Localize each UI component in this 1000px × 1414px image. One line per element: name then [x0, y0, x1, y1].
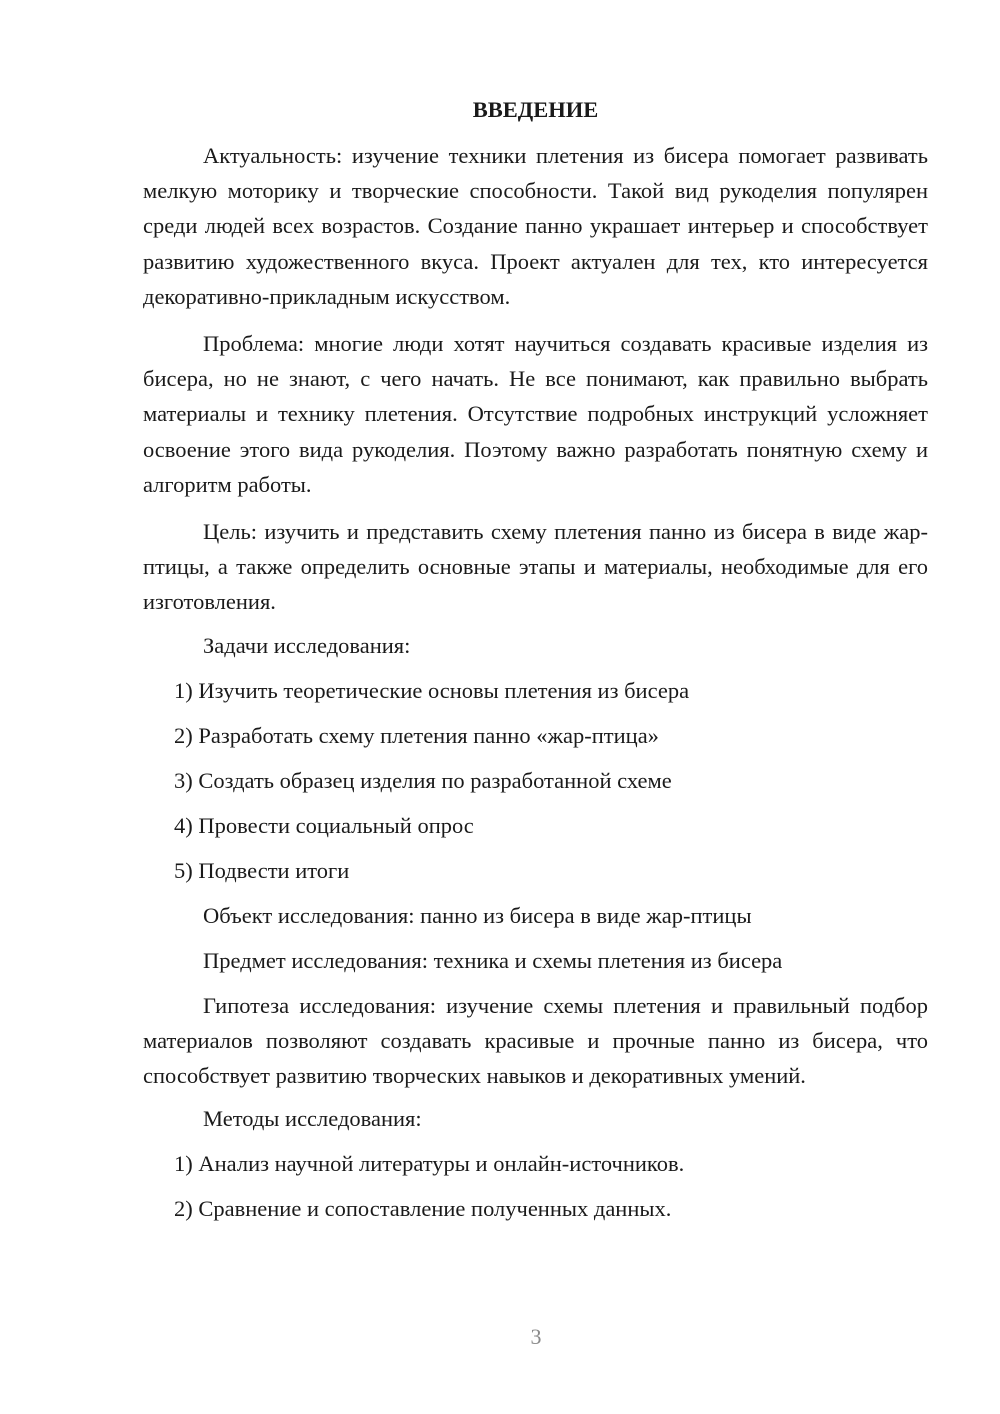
- methods-list: [143, 1141, 928, 1231]
- list-item: 2) Сравнение и сопоставление полученных данных.: [174, 1196, 672, 1222]
- document-page: [143, 92, 928, 1231]
- section-title: ВВЕДЕНИЕ: [472, 97, 599, 122]
- tasks-list: [143, 668, 928, 893]
- goal-paragraph: Цель: изучить и представить схему плетения панно из бисера в виде жар-птицы, а также определить основные этапы и материалы, необходимые для его изготовления.: [143, 519, 928, 615]
- relevance-paragraph: Актуальность: изучение техники плетения из бисера помогает развивать мелкую моторику и творческие способности. Такой вид рукоделия популярен среди людей всех возрастов. Создание панно украшает интерьер и способствует развитию художественного вкуса. Проект актуален для тех, кто интересуется декоративно-прикладным искусством.: [143, 143, 928, 309]
- subject-line: Предмет исследования: техника и схемы плетения из бисера: [203, 947, 783, 973]
- list-item: 2) Разработать схему плетения панно «жар-птица»: [174, 722, 659, 748]
- list-item: 5) Подвести итоги: [174, 857, 350, 883]
- tasks-heading: Задачи исследования:: [203, 632, 411, 658]
- page-number: 3: [530, 1324, 542, 1349]
- list-item: 4) Провести социальный опрос: [174, 812, 474, 838]
- problem-paragraph: Проблема: многие люди хотят научиться создавать красивые изделия из бисера, но не знают, с чего начать. Не все понимают, как правильно выбрать материалы и технику плетения. Отсутствие подробных инструкций усложняет освоение этого вида рукоделия. Поэтому важно разработать понятную схему и алгоритм работы.: [143, 331, 928, 497]
- list-item: 3) Создать образец изделия по разработанной схеме: [174, 767, 672, 793]
- hypothesis-paragraph: Гипотеза исследования: изучение схемы плетения и правильный подбор материалов позволяют создавать красивые и прочные панно из бисера, что способствует развитию творческих навыков и декоративных умений.: [143, 992, 928, 1089]
- list-item: 1) Изучить теоретические основы плетения из бисера: [174, 677, 690, 703]
- methods-heading: Методы исследования:: [203, 1106, 422, 1132]
- list-item: 1) Анализ научной литературы и онлайн-источников.: [174, 1151, 685, 1177]
- object-line: Объект исследования: панно из бисера в виде жар-птицы: [203, 902, 752, 928]
